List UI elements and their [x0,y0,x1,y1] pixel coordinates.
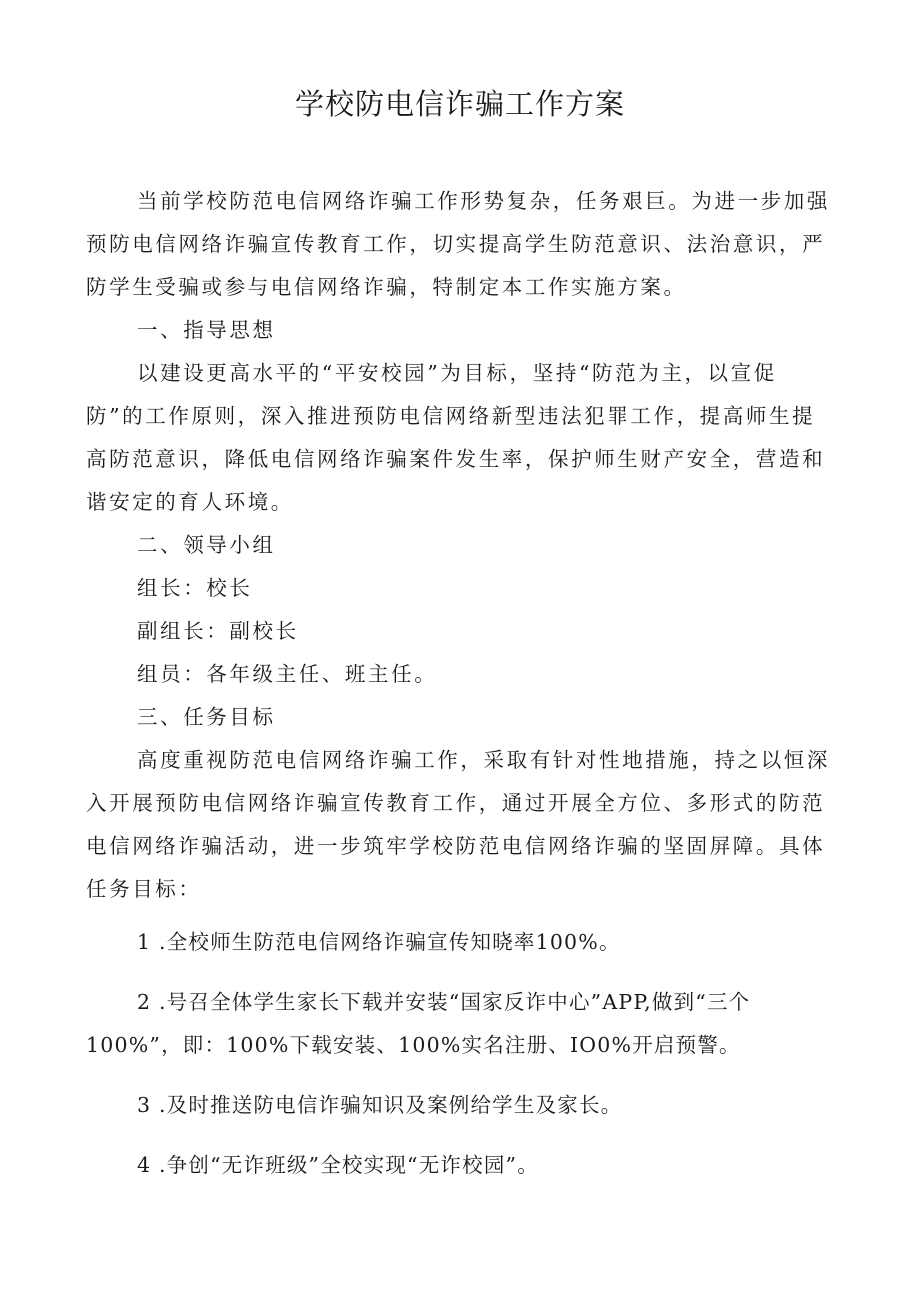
leader-line: 组长：校长 [137,576,253,600]
intro-paragraph: 当前学校防范电信网络诈骗工作形势复杂，任务艰巨。为进一步加强预防电信网络诈骗宣传教育工作，切实提高学生防范意识、法治意识，严防学生受骗或参与电信网络诈骗，特制定本工作实施方案。 [86,189,830,299]
task-goals-paragraph: 高度重视防范电信网络诈骗工作，采取有针对性地措施，持之以恒深入开展预防电信网络诈骗宣传教育工作，通过开展全方位、多形式的防范电信网络诈骗活动，进一步筑牢学校防范电信网络诈骗的坚固屏障。具体任务目标： [86,748,830,901]
section-heading-task-goals: 三、任务目标 [137,705,276,729]
task-goal-item-3: 3 .及时推送防电信诈骗知识及案例给学生及家长。 [137,1093,623,1117]
task-goal-item-1: 1 .全校师生防范电信网络诈骗宣传知晓率100%。 [137,930,621,954]
members-line: 组员：各年级主任、班主任。 [137,662,438,686]
section-heading-leadership-group: 二、领导小组 [137,533,276,557]
task-goal-item-4: 4 .争创“无诈班级”全校实现“无诈校园”。 [137,1153,539,1177]
guiding-ideology-paragraph: 以建设更高水平的“平安校园”为目标，坚持“防范为主，以宣促防”的工作原则，深入推进预防电信网络新型违法犯罪工作，提高师生提高防范意识，降低电信网络诈骗案件发生率，保护师生财产安全，营造和谐安定的育人环境。 [86,361,826,514]
document-title: 学校防电信诈骗工作方案 [294,87,625,121]
task-goal-item-2: 2 .号召全体学生家长下载并安装“国家反诈中心”APP,做到“三个100%”，即：100%下载安装、100%实名注册、IO0%开启预警。 [86,990,751,1057]
section-heading-guiding-ideology: 一、指导思想 [137,318,276,342]
document-body [86,180,836,1187]
deputy-leader-line: 副组长：副校长 [137,619,299,643]
